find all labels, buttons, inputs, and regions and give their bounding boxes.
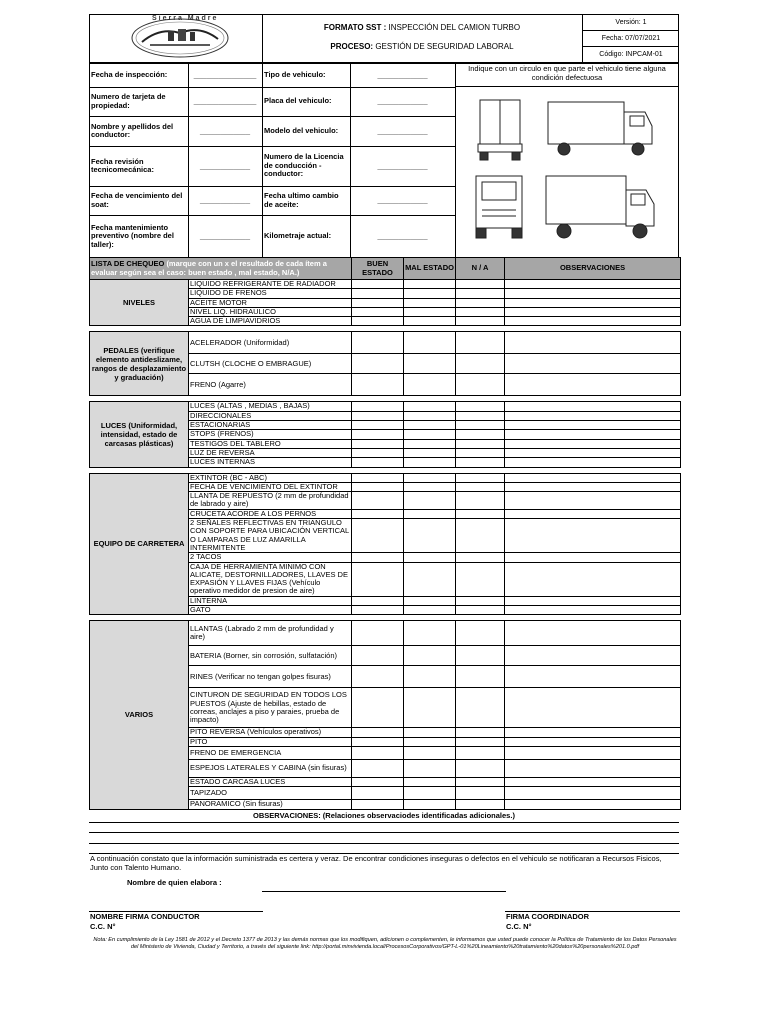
buen-estado-cell[interactable] bbox=[352, 728, 404, 737]
driver-cc-label: C.C. N° bbox=[90, 922, 116, 931]
mal-estado-cell[interactable] bbox=[404, 688, 456, 728]
buen-estado-cell[interactable] bbox=[352, 562, 404, 596]
na-cell[interactable] bbox=[456, 787, 505, 800]
mal-estado-cell[interactable] bbox=[404, 519, 456, 553]
na-cell[interactable] bbox=[456, 800, 505, 809]
buen-estado-cell[interactable] bbox=[352, 787, 404, 800]
observaciones-cell[interactable] bbox=[505, 621, 681, 646]
code-cell: Código: INPCAM-01 bbox=[599, 51, 663, 58]
buen-estado-cell[interactable] bbox=[352, 777, 404, 786]
observaciones-cell[interactable] bbox=[505, 411, 681, 420]
elabora-signature-line[interactable] bbox=[262, 891, 506, 892]
info-label: Fecha de vencimiento del soat: bbox=[91, 191, 183, 209]
info-label: Numero de la Licencia de conducción - conductor: bbox=[264, 152, 344, 179]
observaciones-cell[interactable] bbox=[505, 317, 681, 326]
observaciones-cell[interactable] bbox=[505, 688, 681, 728]
na-cell[interactable] bbox=[456, 666, 505, 688]
observaciones-cell[interactable] bbox=[505, 298, 681, 307]
buen-estado-cell[interactable] bbox=[352, 430, 404, 439]
na-header: N / A bbox=[456, 258, 505, 280]
na-cell[interactable] bbox=[456, 307, 505, 316]
na-cell[interactable] bbox=[456, 374, 505, 396]
item-label: PITO bbox=[189, 737, 352, 746]
info-label: Placa del vehiculo: bbox=[264, 96, 332, 106]
na-cell[interactable] bbox=[456, 411, 505, 420]
observaciones-cell[interactable] bbox=[505, 439, 681, 448]
buen-estado-cell[interactable] bbox=[352, 606, 404, 615]
checklist bbox=[89, 257, 680, 810]
info-label: Nombre y apellidos del conductor: bbox=[91, 121, 174, 139]
mal-estado-cell[interactable] bbox=[404, 737, 456, 746]
logo bbox=[90, 15, 263, 62]
mal-estado-cell[interactable] bbox=[404, 596, 456, 605]
buen-estado-cell[interactable] bbox=[352, 317, 404, 326]
buen-estado-cell[interactable] bbox=[352, 688, 404, 728]
observaciones-cell[interactable] bbox=[505, 289, 681, 298]
item-label: LLANTAS (Labrado 2 mm de profundidad y aire) bbox=[189, 621, 352, 646]
info-field[interactable]: _______________ bbox=[193, 96, 257, 106]
mal-estado-cell[interactable] bbox=[404, 606, 456, 615]
buen-estado-cell[interactable] bbox=[352, 448, 404, 457]
mal-estado-cell[interactable] bbox=[404, 448, 456, 457]
mal-estado-cell[interactable] bbox=[404, 473, 456, 482]
info-label: Numero de tarjeta de propiedad: bbox=[91, 92, 166, 110]
info-field[interactable]: ____________ bbox=[199, 125, 251, 135]
format-title: FORMATO SST : INSPECCIÓN DEL CAMION TURBO bbox=[323, 23, 521, 32]
truck-diagram bbox=[460, 92, 675, 254]
info-label: Kilometraje actual: bbox=[264, 231, 332, 241]
item-label: 2 SEÑALES REFLECTIVAS EN TRIANGULO CON SOPORTE PARA UBICACIÓN VERTICAL O LAMPARAS DE LUZ AMARILLA INTERMITENTE bbox=[189, 519, 352, 553]
info-field[interactable]: _______________ bbox=[193, 69, 257, 79]
item-label: LIQUIDO REFRIGERANTE DE RADIADOR bbox=[189, 280, 352, 289]
observaciones-cell[interactable] bbox=[505, 509, 681, 518]
item-label: PANORAMICO (Sin fisuras) bbox=[189, 800, 352, 809]
na-cell[interactable] bbox=[456, 646, 505, 666]
item-label: TAPIZADO bbox=[189, 787, 352, 800]
item-label: ESTADO CARCASA LUCES bbox=[189, 777, 352, 786]
na-cell[interactable] bbox=[456, 473, 505, 482]
item-label: EXTINTOR (BC - ABC) bbox=[189, 473, 352, 482]
buen-estado-cell[interactable] bbox=[352, 800, 404, 809]
na-cell[interactable] bbox=[456, 332, 505, 354]
buen-estado-cell[interactable] bbox=[352, 411, 404, 420]
item-label: DIRECCIONALES bbox=[189, 411, 352, 420]
table-row bbox=[90, 621, 681, 646]
buen-estado-cell[interactable] bbox=[352, 646, 404, 666]
buen-estado-cell[interactable] bbox=[352, 737, 404, 746]
logo-text: Sierra Madre bbox=[152, 15, 219, 22]
na-cell[interactable] bbox=[456, 448, 505, 457]
driver-signature-label: NOMBRE FIRMA CONDUCTOR bbox=[90, 912, 200, 921]
observaciones-cell[interactable] bbox=[505, 787, 681, 800]
observaciones-header: OBSERVACIONES bbox=[505, 258, 681, 280]
mal-estado-cell[interactable] bbox=[404, 562, 456, 596]
item-label: STOPS (FRENOS) bbox=[189, 430, 352, 439]
item-label: CLUTSH (CLOCHE O EMBRAGUE) bbox=[189, 354, 352, 374]
item-label: CRUCETA ACORDE A LOS PERNOS bbox=[189, 509, 352, 518]
buen-estado-cell[interactable] bbox=[352, 553, 404, 562]
mal-estado-cell[interactable] bbox=[404, 482, 456, 491]
na-cell[interactable] bbox=[456, 421, 505, 430]
observaciones-cell[interactable] bbox=[505, 473, 681, 482]
item-label: FECHA DE VENCIMIENTO DEL EXTINTOR bbox=[189, 482, 352, 491]
na-cell[interactable] bbox=[456, 737, 505, 746]
observaciones-cell[interactable] bbox=[505, 492, 681, 510]
na-cell[interactable] bbox=[456, 746, 505, 759]
buen-estado-cell[interactable] bbox=[352, 746, 404, 759]
observaciones-cell[interactable] bbox=[505, 307, 681, 316]
buen-estado-cell[interactable] bbox=[352, 307, 404, 316]
observaciones-cell[interactable] bbox=[505, 737, 681, 746]
info-field[interactable]: ____________ bbox=[377, 69, 428, 79]
info-field[interactable]: ____________ bbox=[377, 125, 428, 135]
buen-estado-cell[interactable] bbox=[352, 421, 404, 430]
item-label: TESTIGOS DEL TABLERO bbox=[189, 439, 352, 448]
na-cell[interactable] bbox=[456, 317, 505, 326]
na-cell[interactable] bbox=[456, 621, 505, 646]
na-cell[interactable] bbox=[456, 509, 505, 518]
category-cell: PEDALES (verifique elemento antideslizame, rangos de desplazamiento y graduación) bbox=[90, 332, 189, 396]
buen-estado-cell[interactable] bbox=[352, 458, 404, 467]
info-label: Modelo del vehiculo: bbox=[264, 125, 339, 135]
mal-estado-cell[interactable] bbox=[404, 411, 456, 420]
mal-estado-cell[interactable] bbox=[404, 374, 456, 396]
buen-estado-cell[interactable] bbox=[352, 492, 404, 510]
mal-estado-cell[interactable] bbox=[404, 439, 456, 448]
mal-estado-cell[interactable] bbox=[404, 332, 456, 354]
observaciones-cell[interactable] bbox=[505, 458, 681, 467]
item-label: FRENO DE EMERGENCIA bbox=[189, 746, 352, 759]
buen-estado-cell[interactable] bbox=[352, 280, 404, 289]
mal-estado-header: MAL ESTADO bbox=[404, 258, 456, 280]
item-label: BATERIA (Borner, sin corrosión, sulfatación) bbox=[189, 646, 352, 666]
observaciones-cell[interactable] bbox=[505, 332, 681, 354]
item-label: LIQUIDO DE FRENOS bbox=[189, 289, 352, 298]
item-label: LUZ DE REVERSA bbox=[189, 448, 352, 457]
buen-estado-cell[interactable] bbox=[352, 759, 404, 777]
elabora-label: Nombre de quien elabora : bbox=[127, 878, 222, 887]
truck-logo-icon bbox=[90, 15, 262, 62]
observaciones-cell[interactable] bbox=[505, 800, 681, 809]
mal-estado-cell[interactable] bbox=[404, 402, 456, 411]
diagram-note: Indique con un circulo en que parte el vehiculo tiene alguna condición defectuosa bbox=[468, 64, 666, 82]
observaciones-cell[interactable] bbox=[505, 777, 681, 786]
coord-cc-label: C.C. N° bbox=[506, 922, 532, 931]
na-cell[interactable] bbox=[456, 430, 505, 439]
buen-estado-cell[interactable] bbox=[352, 298, 404, 307]
na-cell[interactable] bbox=[456, 759, 505, 777]
date-cell: Fecha: 07/07/2021 bbox=[583, 31, 679, 47]
na-cell[interactable] bbox=[456, 606, 505, 615]
observaciones-cell[interactable] bbox=[505, 606, 681, 615]
info-field[interactable]: ____________ bbox=[377, 231, 428, 241]
mal-estado-cell[interactable] bbox=[404, 307, 456, 316]
info-field[interactable]: ____________ bbox=[377, 160, 428, 170]
observaciones-cell[interactable] bbox=[505, 596, 681, 605]
buen-estado-cell[interactable] bbox=[352, 666, 404, 688]
observaciones-cell[interactable] bbox=[505, 430, 681, 439]
na-cell[interactable] bbox=[456, 519, 505, 553]
process-title: PROCESO: GESTIÓN DE SEGURIDAD LABORAL bbox=[330, 42, 514, 51]
observaciones-cell[interactable] bbox=[505, 402, 681, 411]
observaciones-cell[interactable] bbox=[505, 759, 681, 777]
mal-estado-cell[interactable] bbox=[404, 430, 456, 439]
buen-estado-cell[interactable] bbox=[352, 621, 404, 646]
item-label: 2 TACOS bbox=[189, 553, 352, 562]
info-label: Fecha mantenimiento preventivo (nombre del taller): bbox=[91, 222, 174, 249]
mal-estado-cell[interactable] bbox=[404, 621, 456, 646]
item-label: CAJA DE HERRAMIENTA MINIMO CON ALICATE, DESTORNILLADORES, LLAVES DE EXPASIÓN Y LLAVES FIJAS (Vehículo operativo medidor de presion de aire) bbox=[189, 562, 352, 596]
observaciones-cell[interactable] bbox=[505, 728, 681, 737]
truck-diagram-icon bbox=[460, 92, 675, 254]
mal-estado-cell[interactable] bbox=[404, 787, 456, 800]
buen-estado-cell[interactable] bbox=[352, 289, 404, 298]
buen-estado-cell[interactable] bbox=[352, 354, 404, 374]
item-label: GATO bbox=[189, 606, 352, 615]
buen-estado-cell[interactable] bbox=[352, 473, 404, 482]
item-label: ESPEJOS LATERALES Y CABINA (sin fisuras) bbox=[189, 759, 352, 777]
info-label: Fecha de inspección: bbox=[91, 69, 168, 79]
observaciones-cell[interactable] bbox=[505, 666, 681, 688]
item-label: LLANTA DE REPUESTO (2 mm de profundidad de labrado y aire) bbox=[189, 492, 352, 510]
declaration-text: A continuación constato que la información suministrada es certera y veraz. De encontrar condiciones inseguras o defectos en el vehiculo se notificaran a Recursos Fisicos, Junto con Talento Humano. bbox=[90, 854, 662, 872]
na-cell[interactable] bbox=[456, 492, 505, 510]
observaciones-cell[interactable] bbox=[505, 448, 681, 457]
na-cell[interactable] bbox=[456, 280, 505, 289]
info-field[interactable]: ____________ bbox=[377, 96, 428, 106]
info-field[interactable]: ____________ bbox=[199, 231, 251, 241]
mal-estado-cell[interactable] bbox=[404, 354, 456, 374]
mal-estado-cell[interactable] bbox=[404, 280, 456, 289]
observaciones-cell[interactable] bbox=[505, 519, 681, 553]
buen-estado-cell[interactable] bbox=[352, 402, 404, 411]
info-label: Fecha revisión tecnicomecánica: bbox=[91, 156, 154, 174]
mal-estado-cell[interactable] bbox=[404, 298, 456, 307]
item-label: RINES (Verificar no tengan golpes fisuras) bbox=[189, 666, 352, 688]
mal-estado-cell[interactable] bbox=[404, 289, 456, 298]
observaciones-cell[interactable] bbox=[505, 280, 681, 289]
buen-estado-cell[interactable] bbox=[352, 519, 404, 553]
item-label: ACEITE MOTOR bbox=[189, 298, 352, 307]
na-cell[interactable] bbox=[456, 728, 505, 737]
legal-note: Nota: En cumplimiento de la Ley 1581 de 2012 y el Decreto 1377 de 2013 y las demás normas que los modifiquen, adicionen o complementen, le informamos que usted puede conocer la Política de Tratamiento de los Datos Personales del Ministerio de Vivienda, Ciudad y Territorio, a través del siguiente link: http://portal.minvivienda.local/ProcesosCorporativos/GPT-L-01%20Lineamiento%20tratamiento%20datos%20personales%201.0.pdf bbox=[93, 937, 677, 950]
mal-estado-cell[interactable] bbox=[404, 759, 456, 777]
item-label: CINTURON DE SEGURIDAD EN TODOS LOS PUESTOS (Ajuste de hebillas, estado de correas, anclajes a piso y paraies, prueba de impacto) bbox=[189, 688, 352, 728]
observaciones-cell[interactable] bbox=[505, 553, 681, 562]
category-cell: VARIOS bbox=[90, 621, 189, 809]
info-field[interactable]: ____________ bbox=[199, 160, 251, 170]
item-label: AGUA DE LIMPIAVIDRIOS bbox=[189, 317, 352, 326]
mal-estado-cell[interactable] bbox=[404, 317, 456, 326]
mal-estado-cell[interactable] bbox=[404, 800, 456, 809]
table-row bbox=[90, 402, 681, 411]
na-cell[interactable] bbox=[456, 298, 505, 307]
na-cell[interactable] bbox=[456, 596, 505, 605]
item-label: LUCES INTERNAS bbox=[189, 458, 352, 467]
mal-estado-cell[interactable] bbox=[404, 728, 456, 737]
na-cell[interactable] bbox=[456, 562, 505, 596]
na-cell[interactable] bbox=[456, 458, 505, 467]
mal-estado-cell[interactable] bbox=[404, 492, 456, 510]
observaciones-cell[interactable] bbox=[505, 374, 681, 396]
coord-signature-label: FIRMA COORDINADOR bbox=[506, 912, 590, 921]
mal-estado-cell[interactable] bbox=[404, 421, 456, 430]
buen-estado-cell[interactable] bbox=[352, 482, 404, 491]
table-row bbox=[90, 280, 681, 289]
category-cell: NIVELES bbox=[90, 280, 189, 326]
mal-estado-cell[interactable] bbox=[404, 777, 456, 786]
buen-estado-cell[interactable] bbox=[352, 332, 404, 354]
na-cell[interactable] bbox=[456, 354, 505, 374]
buen-estado-header: BUEN ESTADO bbox=[352, 258, 404, 280]
checklist-header bbox=[90, 258, 681, 280]
info-label: Tipo de vehiculo: bbox=[264, 69, 326, 79]
version-cell: Versión: 1 bbox=[583, 15, 679, 31]
item-label: PITO REVERSA (Vehículos operativos) bbox=[189, 728, 352, 737]
observaciones-cell[interactable] bbox=[505, 746, 681, 759]
buen-estado-cell[interactable] bbox=[352, 596, 404, 605]
mal-estado-cell[interactable] bbox=[404, 666, 456, 688]
mal-estado-cell[interactable] bbox=[404, 746, 456, 759]
mal-estado-cell[interactable] bbox=[404, 553, 456, 562]
table-row bbox=[90, 332, 681, 354]
buen-estado-cell[interactable] bbox=[352, 509, 404, 518]
info-label: Fecha ultimo cambio de aceite: bbox=[264, 191, 339, 209]
item-label: ESTACIONARIAS bbox=[189, 421, 352, 430]
observaciones-cell[interactable] bbox=[505, 354, 681, 374]
na-cell[interactable] bbox=[456, 482, 505, 491]
na-cell[interactable] bbox=[456, 688, 505, 728]
observaciones-cell[interactable] bbox=[505, 562, 681, 596]
item-label: ACELERADOR (Uniformidad) bbox=[189, 332, 352, 354]
item-label: LINTERNA bbox=[189, 596, 352, 605]
lista-header: LISTA DE CHEQUEO (marque con un x el resultado de cada ítem a evaluar según sea el caso: buen estado , mal estado, N/A.) bbox=[90, 258, 352, 280]
item-label: NIVEL LIQ. HIDRAULICO bbox=[189, 307, 352, 316]
mal-estado-cell[interactable] bbox=[404, 509, 456, 518]
info-field[interactable]: ____________ bbox=[199, 195, 251, 205]
observations-title: OBSERVACIONES: (Relaciones observaciodes identificadas adicionales.) bbox=[253, 811, 515, 820]
category-cell: EQUIPO DE CARRETERA bbox=[90, 473, 189, 615]
item-label: LUCES (ALTAS , MEDIAS , BAJAS) bbox=[189, 402, 352, 411]
table-row bbox=[90, 473, 681, 482]
observaciones-cell[interactable] bbox=[505, 421, 681, 430]
buen-estado-cell[interactable] bbox=[352, 374, 404, 396]
mal-estado-cell[interactable] bbox=[404, 646, 456, 666]
na-cell[interactable] bbox=[456, 553, 505, 562]
item-label: FRENO (Agarre) bbox=[189, 374, 352, 396]
category-cell: LUCES (Uniformidad, intensidad, estado de carcasas plásticas) bbox=[90, 402, 189, 467]
na-cell[interactable] bbox=[456, 777, 505, 786]
observaciones-cell[interactable] bbox=[505, 482, 681, 491]
na-cell[interactable] bbox=[456, 402, 505, 411]
observations-line[interactable] bbox=[89, 843, 679, 844]
info-field[interactable]: ____________ bbox=[377, 195, 428, 205]
na-cell[interactable] bbox=[456, 439, 505, 448]
observations-line[interactable] bbox=[89, 832, 679, 833]
mal-estado-cell[interactable] bbox=[404, 458, 456, 467]
buen-estado-cell[interactable] bbox=[352, 439, 404, 448]
na-cell[interactable] bbox=[456, 289, 505, 298]
observaciones-cell[interactable] bbox=[505, 646, 681, 666]
